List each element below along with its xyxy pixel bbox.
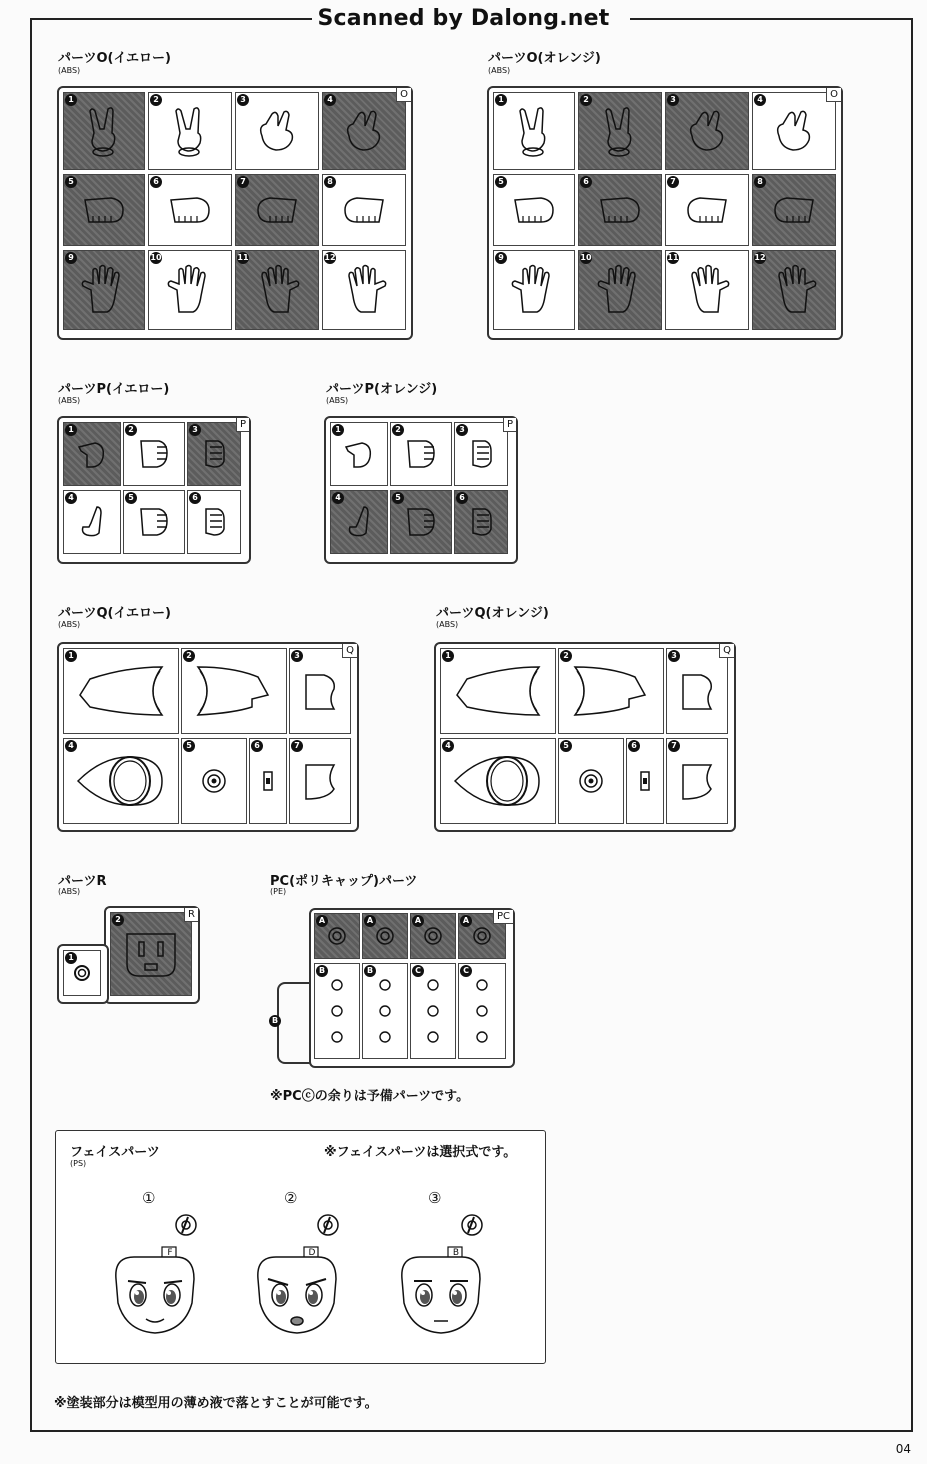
section-title-pc: PC(ポリキャップ)パーツ [270, 874, 418, 889]
part-q3 [666, 648, 728, 734]
eye-icon [451, 751, 545, 811]
runner-tag: O [396, 88, 411, 102]
part-o8 [752, 174, 836, 246]
hand-open-icon [252, 262, 302, 318]
part-number: 7 [291, 740, 303, 752]
part-o6 [578, 174, 662, 246]
face-icon [110, 1209, 200, 1341]
part-number: C [460, 965, 472, 977]
eye-piece-icon [300, 759, 340, 803]
polycap-icon [423, 971, 443, 1051]
face-option-2-number: ② [284, 1189, 298, 1207]
material-pc: (PE) [270, 887, 287, 896]
part-number: 3 [456, 424, 468, 436]
hand-fist-icon [137, 437, 171, 471]
hand-peace-icon [598, 103, 642, 159]
part-number: 11 [667, 253, 679, 262]
runner-tag: Q [719, 644, 734, 658]
polycap-icon [472, 926, 492, 946]
part-o10 [578, 250, 662, 330]
part-q6 [249, 738, 287, 824]
pc-side-runner [277, 982, 311, 1064]
part-p1 [63, 422, 121, 486]
material-o-yellow: (ABS) [58, 66, 81, 75]
pupil-icon [578, 768, 604, 794]
part-o1 [493, 92, 575, 170]
face-option-3[interactable] [396, 1209, 486, 1341]
hand-fist-icon [404, 437, 438, 471]
hand-peace-icon [512, 103, 556, 159]
face-option-3-number: ③ [428, 1189, 442, 1207]
runner-pc [309, 908, 515, 1068]
part-o7 [235, 174, 319, 246]
part-number: 4 [332, 492, 344, 504]
part-number: A [364, 915, 376, 927]
hand-fist-icon [771, 192, 817, 228]
polycap-icon [423, 926, 443, 946]
face-icon [396, 1209, 486, 1341]
runner-r-upper [104, 906, 200, 1004]
runner-tag: R [184, 908, 198, 922]
hand-point-icon [342, 503, 376, 541]
hand-fist-icon [137, 505, 171, 539]
part-number: 2 [560, 650, 572, 662]
part-number: 6 [628, 740, 640, 752]
part-q7 [666, 738, 728, 824]
section-title-q-orange: パーツQ(オレンジ) [436, 606, 549, 621]
part-number: B [269, 1015, 281, 1027]
part-r1 [63, 950, 101, 996]
pc-b-col2 [362, 963, 408, 1059]
hand-point-icon [342, 437, 376, 471]
part-number: 2 [112, 914, 124, 926]
hand-grip-icon [682, 106, 732, 156]
hand-fist-icon [341, 192, 387, 228]
part-number: 3 [668, 650, 680, 662]
runner-o-orange [487, 86, 843, 340]
part-p4 [63, 490, 121, 554]
hand-fist-icon [200, 437, 228, 471]
face-option-1-tag: F [167, 1248, 173, 1258]
hand-fist-icon [404, 505, 438, 539]
part-o11 [235, 250, 319, 330]
part-q5 [558, 738, 624, 824]
hand-fist-icon [511, 192, 557, 228]
part-q3 [289, 648, 351, 734]
part-p2 [390, 422, 452, 486]
part-number: 10 [580, 253, 592, 262]
pc-a-2 [362, 913, 408, 959]
part-o9 [493, 250, 575, 330]
pc-a-1 [314, 913, 360, 959]
hand-open-icon [595, 262, 645, 318]
part-p6 [187, 490, 241, 554]
part-number: A [460, 915, 472, 927]
material-p-yellow: (ABS) [58, 396, 81, 405]
part-p1 [330, 422, 388, 486]
part-number: 3 [189, 424, 201, 436]
part-p3 [187, 422, 241, 486]
eye-lid-icon [76, 663, 166, 719]
eye-piece-icon [677, 759, 717, 803]
part-o5 [63, 174, 145, 246]
hand-peace-icon [168, 103, 212, 159]
part-number: 1 [65, 650, 77, 662]
pupil-icon [201, 768, 227, 794]
part-number: 2 [580, 94, 592, 106]
part-number: 8 [754, 176, 766, 188]
runner-q-orange [434, 642, 736, 832]
runner-r-lower [57, 944, 109, 1004]
hand-fist-icon [597, 192, 643, 228]
polycap-icon [327, 971, 347, 1051]
part-o12 [752, 250, 836, 330]
eye-piece-icon [677, 669, 717, 713]
material-p-orange: (ABS) [326, 396, 349, 405]
runner-tag: PC [493, 910, 513, 924]
part-o5 [493, 174, 575, 246]
runner-q-yellow [57, 642, 359, 832]
part-number: 8 [324, 176, 336, 188]
part-number: 12 [324, 253, 336, 262]
hand-grip-icon [252, 106, 302, 156]
part-number: 2 [392, 424, 404, 436]
hand-grip-icon [769, 106, 819, 156]
part-q4 [63, 738, 179, 824]
section-title-q-yellow: パーツQ(イエロー) [58, 606, 171, 621]
runner-p-orange [324, 416, 518, 564]
frame-bottom [30, 1430, 913, 1432]
hand-fist-icon [684, 192, 730, 228]
part-number: 11 [237, 253, 249, 262]
part-q4 [440, 738, 556, 824]
part-p6 [454, 490, 508, 554]
part-q6 [626, 738, 664, 824]
runner-p-yellow [57, 416, 251, 564]
part-o2 [148, 92, 232, 170]
part-number: 7 [667, 176, 679, 188]
hand-open-icon [165, 262, 215, 318]
part-p5 [123, 490, 185, 554]
part-o12 [322, 250, 406, 330]
hand-fist-icon [254, 192, 300, 228]
face-icon [252, 1209, 342, 1341]
hand-open-icon [682, 262, 732, 318]
part-number: 2 [125, 424, 137, 436]
part-number: B [316, 965, 328, 977]
hand-fist-icon [467, 505, 495, 539]
runner-tag: P [503, 418, 516, 432]
part-number: 10 [150, 253, 162, 262]
runner-tag: P [236, 418, 249, 432]
part-o8 [322, 174, 406, 246]
part-number: 6 [580, 176, 592, 188]
part-number: 4 [65, 492, 77, 504]
part-number: 9 [65, 252, 77, 264]
face-option-2[interactable] [252, 1209, 342, 1341]
part-q2 [181, 648, 287, 734]
part-number: A [316, 915, 328, 927]
part-number: 12 [754, 253, 766, 262]
hand-fist-icon [81, 192, 127, 228]
part-o6 [148, 174, 232, 246]
part-o4 [322, 92, 406, 170]
part-number: 3 [291, 650, 303, 662]
part-number: 1 [65, 424, 77, 436]
part-number: 1 [65, 952, 77, 964]
part-number: 6 [189, 492, 201, 504]
eye-piece-icon [300, 669, 340, 713]
part-number: B [364, 965, 376, 977]
part-p3 [454, 422, 508, 486]
part-number: 3 [237, 94, 249, 106]
face-option-1[interactable] [110, 1209, 200, 1341]
face-parts-box [55, 1130, 546, 1364]
face-parts-note: ※フェイスパーツは選択式です。 [324, 1145, 517, 1160]
part-number: 4 [442, 740, 454, 752]
part-number: 4 [754, 94, 766, 106]
part-number: 1 [495, 94, 507, 106]
joint-icon [73, 964, 91, 982]
scan-credit: Scanned by Dalong.net [0, 6, 927, 31]
hand-grip-icon [339, 106, 389, 156]
part-o10 [148, 250, 232, 330]
section-title-o-orange: パーツO(オレンジ) [488, 51, 601, 66]
face-option-3-tag: B [452, 1248, 460, 1258]
hand-fist-icon [467, 437, 495, 471]
hand-fist-icon [200, 505, 228, 539]
pc-a-3 [410, 913, 456, 959]
part-q1 [440, 648, 556, 734]
part-number: 7 [237, 176, 249, 188]
section-title-p-yellow: パーツP(イエロー) [58, 382, 170, 397]
hand-fist-icon [167, 192, 213, 228]
part-o11 [665, 250, 749, 330]
pc-c-col3 [410, 963, 456, 1059]
part-number: 1 [442, 650, 454, 662]
part-number: 5 [560, 740, 572, 752]
hand-open-icon [79, 262, 129, 318]
part-q2 [558, 648, 664, 734]
part-q7 [289, 738, 351, 824]
pin-icon [262, 770, 274, 792]
part-r2 [110, 912, 192, 996]
part-number: 6 [456, 492, 468, 504]
polycap-icon [375, 926, 395, 946]
part-p4 [330, 490, 388, 554]
face-parts-title: フェイスパーツ [70, 1145, 160, 1160]
part-number: 1 [65, 94, 77, 106]
hand-point-icon [75, 437, 109, 471]
part-o4 [752, 92, 836, 170]
footer-note: ※塗装部分は模型用の薄め液で落とすことが可能です。 [54, 1396, 378, 1411]
frame-right [911, 18, 913, 1430]
part-number: 5 [183, 740, 195, 752]
part-o7 [665, 174, 749, 246]
material-r: (ABS) [58, 887, 81, 896]
material-q-orange: (ABS) [436, 620, 459, 629]
runner-tag: O [826, 88, 841, 102]
page-number: 04 [895, 1442, 911, 1456]
material-o-orange: (ABS) [488, 66, 511, 75]
eye-icon [74, 751, 168, 811]
part-number: A [412, 915, 424, 927]
part-number: 3 [667, 94, 679, 106]
runner-tag: Q [342, 644, 357, 658]
eye-lid-icon [453, 663, 543, 719]
hand-open-icon [769, 262, 819, 318]
face-parts-material: (PS) [70, 1159, 87, 1168]
part-number: 1 [332, 424, 344, 436]
part-number: 5 [65, 176, 77, 188]
pc-c-col4 [458, 963, 506, 1059]
polycap-icon [375, 971, 395, 1051]
part-number: 6 [150, 176, 162, 188]
part-number: 5 [392, 492, 404, 504]
part-q1 [63, 648, 179, 734]
part-number: C [412, 965, 424, 977]
eye-lid-icon [571, 663, 651, 719]
backpack-icon [121, 924, 181, 984]
part-number: 4 [324, 94, 336, 106]
face-option-1-number: ① [142, 1189, 156, 1207]
part-o9 [63, 250, 145, 330]
hand-open-icon [339, 262, 389, 318]
part-number: 2 [183, 650, 195, 662]
part-p5 [390, 490, 452, 554]
runner-o-yellow [57, 86, 413, 340]
part-number: 9 [495, 252, 507, 264]
part-number: 4 [65, 740, 77, 752]
part-number: 5 [495, 176, 507, 188]
eye-lid-icon [194, 663, 274, 719]
section-title-p-orange: パーツP(オレンジ) [326, 382, 438, 397]
material-q-yellow: (ABS) [58, 620, 81, 629]
part-o2 [578, 92, 662, 170]
part-o3 [235, 92, 319, 170]
frame-left [30, 18, 32, 1430]
part-o3 [665, 92, 749, 170]
part-q5 [181, 738, 247, 824]
polycap-icon [472, 971, 492, 1051]
part-number: 5 [125, 492, 137, 504]
pc-note: ※PCⓒの余りは予備パーツです。 [270, 1089, 470, 1104]
part-number: 7 [668, 740, 680, 752]
pin-icon [639, 770, 651, 792]
section-title-r: パーツR [58, 874, 107, 889]
hand-point-icon [75, 503, 109, 541]
polycap-icon [327, 926, 347, 946]
part-o1 [63, 92, 145, 170]
part-number: 2 [150, 94, 162, 106]
section-title-o-yellow: パーツO(イエロー) [58, 51, 171, 66]
part-number: 6 [251, 740, 263, 752]
hand-open-icon [509, 262, 559, 318]
pc-b-col1 [314, 963, 360, 1059]
face-option-2-tag: D [308, 1248, 316, 1258]
hand-peace-icon [82, 103, 126, 159]
part-p2 [123, 422, 185, 486]
